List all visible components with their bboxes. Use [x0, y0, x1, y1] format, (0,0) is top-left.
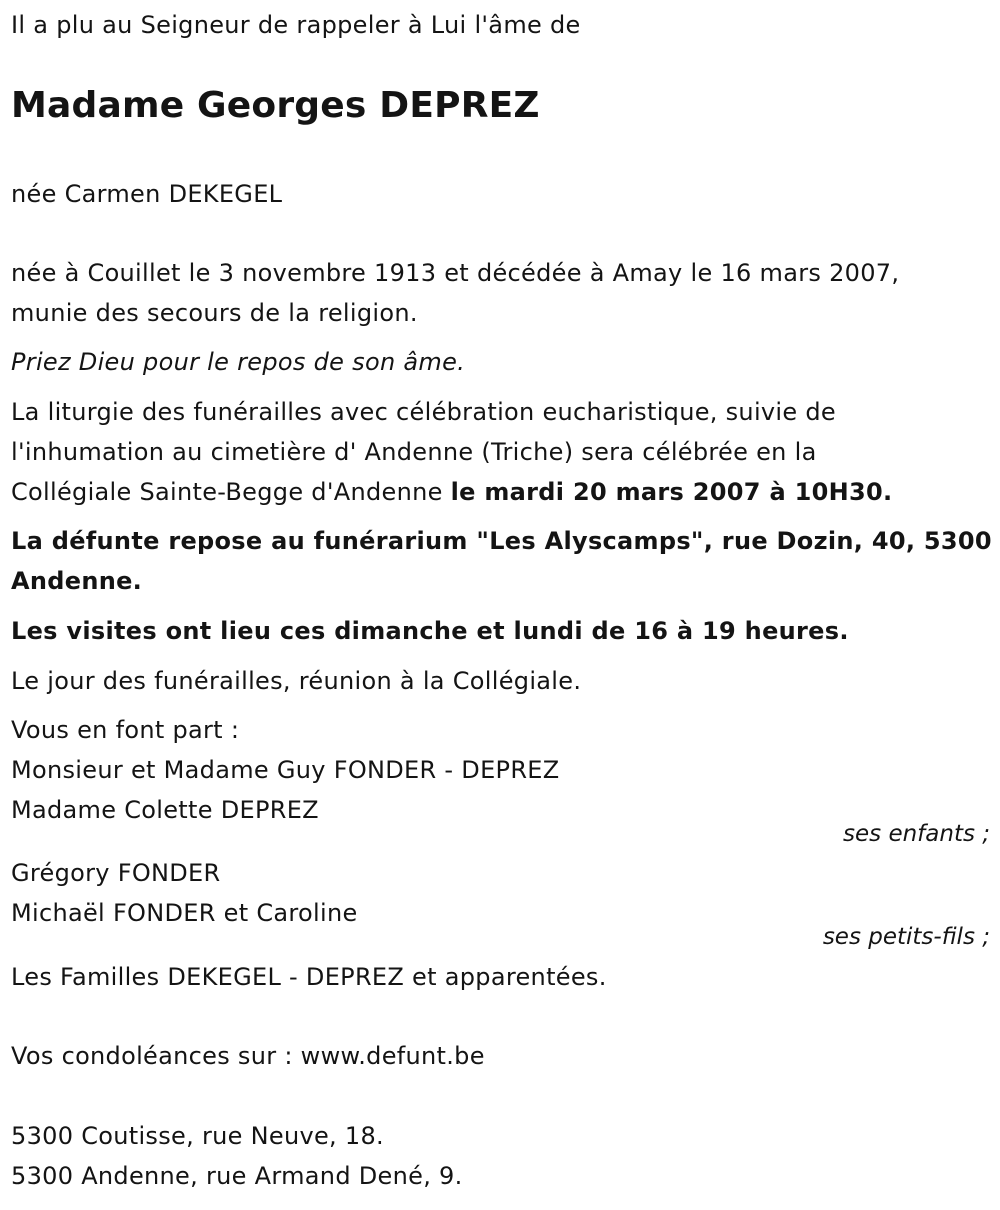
liturgy-location: Collégiale Sainte-Begge d'Andenne — [11, 478, 451, 506]
children-label: ses enfants ; — [843, 821, 990, 847]
liturgy-datetime: le mardi 20 mars 2007 à 10H30. — [450, 478, 893, 506]
intro-text: Il a plu au Seigneur de rappeler à Lui l'âme de — [11, 11, 581, 39]
liturgy-line-2: l'inhumation au cimetière d' Andenne (Triche) sera célébrée en la — [11, 438, 817, 466]
birth-death-line-2: munie des secours de la religion. — [11, 299, 418, 327]
grandchild-name-2: Michaël FONDER et Caroline — [11, 899, 358, 927]
maiden-name: née Carmen DEKEGEL — [11, 180, 283, 208]
liturgy-line-3 — [11, 472, 892, 512]
grandchild-name-1: Grégory FONDER — [11, 859, 221, 887]
grandchildren-label: ses petits-fils ; — [822, 924, 990, 950]
prayer-text: Priez Dieu pour le repos de son âme. — [11, 348, 466, 376]
meeting-text: Le jour des funérailles, réunion à la Collégiale. — [11, 667, 582, 695]
birth-death-line-1: née à Couillet le 3 novembre 1913 et décédée à Amay le 16 mars 2007, — [11, 259, 900, 287]
funerarium-line-1: La défunte repose au funérarium "Les Alyscamps", rue Dozin, 40, 5300 — [11, 527, 992, 555]
visits-text: Les visites ont lieu ces dimanche et lundi de 16 à 19 heures. — [11, 617, 849, 645]
child-name-2: Madame Colette DEPREZ — [11, 796, 319, 824]
liturgy-line-1: La liturgie des funérailles avec célébration eucharistique, suivie de — [11, 398, 836, 426]
families-text: Les Familles DEKEGEL - DEPREZ et apparentées. — [11, 963, 607, 991]
announce-text: Vous en font part : — [11, 716, 240, 744]
address-1: 5300 Coutisse, rue Neuve, 18. — [11, 1122, 384, 1150]
funerarium-line-2: Andenne. — [11, 567, 143, 595]
address-2: 5300 Andenne, rue Armand Dené, 9. — [11, 1162, 463, 1190]
deceased-name: Madame Georges DEPREZ — [11, 85, 540, 126]
condolences-text: Vos condoléances sur : www.defunt.be — [11, 1042, 485, 1070]
child-name-1: Monsieur et Madame Guy FONDER - DEPREZ — [11, 756, 560, 784]
